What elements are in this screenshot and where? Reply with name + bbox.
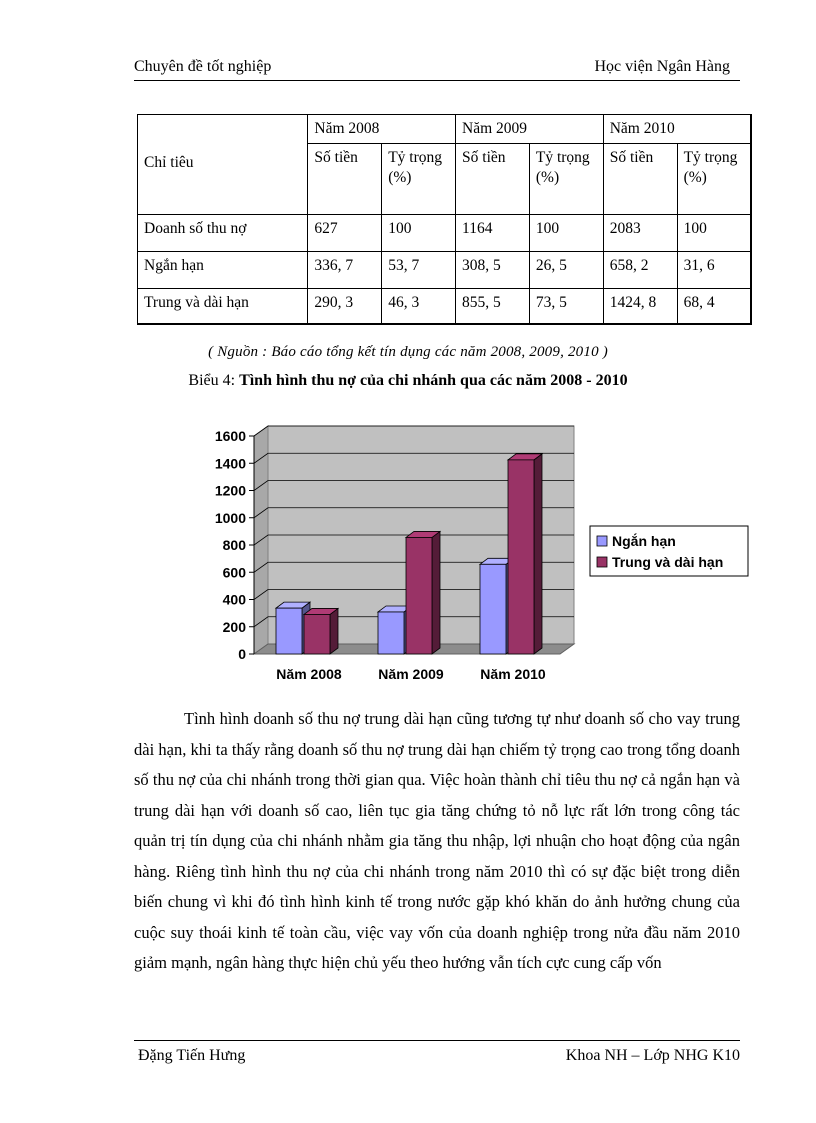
header-share: Tỷ trọng (%) xyxy=(529,144,603,215)
bar xyxy=(508,454,542,654)
footer-class: Khoa NH – Lớp NHG K10 xyxy=(565,1047,740,1064)
table-cell: 308, 5 xyxy=(456,252,530,289)
body-text: Tình hình doanh số thu nợ trung dài hạn cũng tương tự như doanh số cho vay trung dài hạn, khi ta thấy rằng doanh số thu nợ trung dài hạn chiếm tỷ trọng cao trong tổng doanh số thu nợ của chi nhánh trong thời gian qua. Việc hoàn thành chỉ tiêu thu nợ cả ngắn hạn và trung dài hạn với doanh số cao, liên tục gia tăng chứng tỏ nỗ lực rất lớn trong công tác quản trị tín dụng của chi nhánh nhằm gia tăng thu nhập, lợi nhuận cho hoạt động của ngân hàng. Riêng tình hình thu nợ của chi nhánh trong năm 2010 thì có sự đặc biệt trong diễn biến chung vì khi đó tình hình kinh tế trong nước gặp khó khăn do ảnh hưởng chung của cuộc suy thoái kinh tế toàn cầu, việc vay vốn của doanh nghiệp trong nửa đầu năm 2010 giảm mạnh, ngân hàng thực hiện chủ yếu theo hướng vẫn tích cực cung cấp vốn xyxy=(134,709,740,972)
header-share: Tỷ trọng (%) xyxy=(382,144,456,215)
row-label: Ngắn hạn xyxy=(138,252,308,289)
bar-front xyxy=(378,612,404,654)
collection-table xyxy=(137,114,752,325)
bar-front xyxy=(276,608,302,654)
footer-author: Đặng Tiến Hưng xyxy=(138,1047,246,1064)
y-tick-label: 600 xyxy=(222,564,246,581)
table-cell: 100 xyxy=(382,215,456,252)
table-row xyxy=(138,289,752,325)
y-tick-label: 400 xyxy=(222,591,246,608)
header-criteria: Chỉ tiêu xyxy=(138,115,308,215)
bar-front xyxy=(304,614,330,654)
table-cell: 73, 5 xyxy=(529,289,603,325)
chart-caption xyxy=(0,372,816,390)
header-institution: Học viện Ngân Hàng xyxy=(594,58,730,75)
bar-front xyxy=(406,537,432,654)
table-row xyxy=(138,215,752,252)
bar-front xyxy=(508,460,534,654)
row-label: Trung và dài hạn xyxy=(138,289,308,325)
page-header xyxy=(134,58,740,81)
legend-label: Trung và dài hạn xyxy=(612,554,724,570)
caption-title: Tình hình thu nợ của chi nhánh qua các năm 2008 - 2010 xyxy=(239,372,628,389)
table-cell: 1424, 8 xyxy=(603,289,677,325)
legend-label: Ngắn hạn xyxy=(612,533,676,549)
header-amount: Số tiền xyxy=(603,144,677,215)
x-tick-label: Năm 2009 xyxy=(378,666,444,682)
header-year: Năm 2009 xyxy=(456,115,604,144)
table-cell: 290, 3 xyxy=(308,289,382,325)
table-cell: 100 xyxy=(677,215,751,252)
y-tick-label: 800 xyxy=(222,537,246,553)
table-cell: 658, 2 xyxy=(603,252,677,289)
header-amount: Số tiền xyxy=(456,144,530,215)
y-tick-label: 1400 xyxy=(214,455,246,472)
bar xyxy=(406,531,440,654)
legend-swatch xyxy=(597,536,607,546)
row-label: Doanh số thu nợ xyxy=(138,215,308,252)
table-cell: 26, 5 xyxy=(529,252,603,289)
collection-bar-chart xyxy=(198,418,758,693)
header-year: Năm 2010 xyxy=(603,115,751,144)
table-cell: 100 xyxy=(529,215,603,252)
header-share: Tỷ trọng (%) xyxy=(677,144,751,215)
header-year: Năm 2008 xyxy=(308,115,456,144)
caption-prefix: Biểu 4: xyxy=(188,372,240,389)
y-tick-label: 200 xyxy=(222,618,246,635)
x-tick-label: Năm 2010 xyxy=(480,666,546,682)
header-title: Chuyên đề tốt nghiệp xyxy=(134,58,272,75)
header-amount: Số tiền xyxy=(308,144,382,215)
bar-side xyxy=(432,531,440,654)
y-tick-label: 1000 xyxy=(214,509,246,526)
y-tick-label: 1200 xyxy=(214,482,246,499)
y-tick-label: 0 xyxy=(238,646,246,662)
table-cell: 53, 7 xyxy=(382,252,456,289)
table-header-row xyxy=(138,115,752,144)
y-tick-label: 1600 xyxy=(214,428,246,444)
table-row xyxy=(138,252,752,289)
legend-swatch xyxy=(597,557,607,567)
table-cell: 336, 7 xyxy=(308,252,382,289)
table-cell: 31, 6 xyxy=(677,252,751,289)
bar-side xyxy=(330,608,338,654)
table-cell: 2083 xyxy=(603,215,677,252)
x-tick-label: Năm 2008 xyxy=(276,666,342,682)
table-source-note: ( Nguồn : Báo cáo tổng kết tín dụng các năm 2008, 2009, 2010 ) xyxy=(208,344,608,360)
bar-side xyxy=(534,454,542,654)
table-cell: 1164 xyxy=(456,215,530,252)
table-cell: 68, 4 xyxy=(677,289,751,325)
table-cell: 627 xyxy=(308,215,382,252)
bar xyxy=(304,608,338,654)
table-cell: 46, 3 xyxy=(382,289,456,325)
page-footer xyxy=(134,1040,740,1064)
body-paragraph xyxy=(134,704,740,979)
bar-front xyxy=(480,564,506,654)
table-cell: 855, 5 xyxy=(456,289,530,325)
